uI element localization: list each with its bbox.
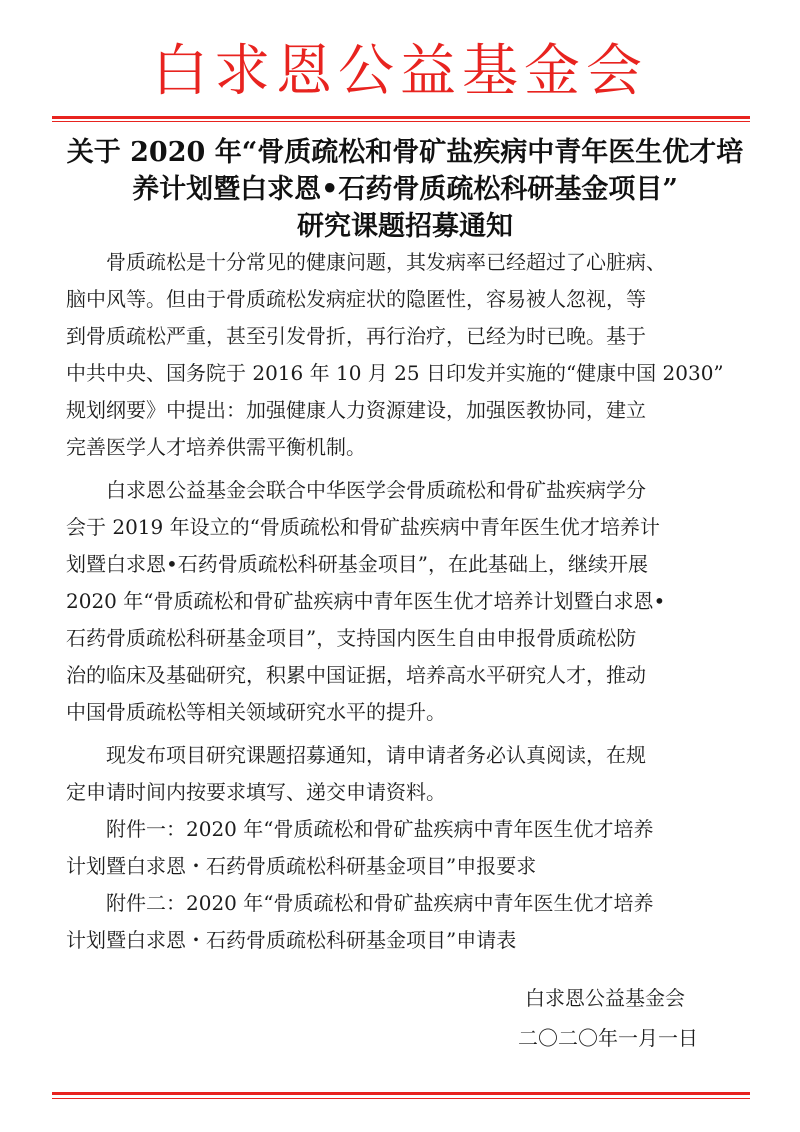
attachment-2 bbox=[66, 885, 756, 959]
letterhead-organization: 白求恩公益基金会 bbox=[152, 39, 648, 104]
attachment-line: 计划暨白求恩・石药骨质疏松科研基金项目”申报要求 bbox=[66, 854, 537, 878]
paragraph-2 bbox=[66, 472, 756, 731]
title-line: 研究课题招募通知 bbox=[297, 211, 513, 242]
footer-rule-thin bbox=[52, 1098, 750, 1099]
attachment-1 bbox=[66, 811, 756, 885]
header-rule-thick bbox=[52, 116, 750, 119]
paragraph-line: 石药骨质疏松科研基金项目”，支持国内医生自由申报骨质疏松防 bbox=[66, 626, 637, 650]
attachment-line: 计划暨白求恩・石药骨质疏松科研基金项目”申请表 bbox=[66, 928, 517, 952]
paragraph-line: 骨质疏松是十分常见的健康问题，其发病率已经超过了心脏病、 bbox=[106, 250, 666, 274]
paragraph-line: 规划纲要》中提出：加强健康人力资源建设，加强医教协同，建立 bbox=[66, 398, 646, 422]
paragraph-line: 到骨质疏松严重，甚至引发骨折，再行治疗，已经为时已晚。基于 bbox=[66, 324, 646, 348]
paragraph-3 bbox=[66, 737, 756, 811]
document-title bbox=[60, 134, 750, 245]
attachment-line: 附件二：2020 年“骨质疏松和骨矿盐疾病中青年医生优才培养 bbox=[106, 891, 654, 915]
signature-organization: 白求恩公益基金会 bbox=[525, 986, 685, 1010]
paragraph-line: 中共中央、国务院于 2016 年 10 月 25 日印发并实施的“健康中国 2030” bbox=[66, 361, 724, 385]
signature-date: 二〇二〇年一月一日 bbox=[518, 1026, 698, 1050]
paragraph-line: 白求恩公益基金会联合中华医学会骨质疏松和骨矿盐疾病学分 bbox=[106, 478, 646, 502]
paragraph-line: 现发布项目研究课题招募通知，请申请者务必认真阅读，在规 bbox=[106, 743, 646, 767]
paragraph-line: 2020 年“骨质疏松和骨矿盐疾病中青年医生优才培养计划暨白求恩• bbox=[66, 589, 666, 613]
paragraph-1 bbox=[66, 244, 756, 466]
paragraph-line: 脑中风等。但由于骨质疏松发病症状的隐匿性，容易被人忽视，等 bbox=[66, 287, 646, 311]
paragraph-line: 会于 2019 年设立的“骨质疏松和骨矿盐疾病中青年医生优才培养计 bbox=[66, 515, 660, 539]
paragraph-line: 完善医学人才培养供需平衡机制。 bbox=[66, 435, 366, 459]
footer-rule-thick bbox=[52, 1092, 750, 1095]
title-line: 养计划暨白求恩•石药骨质疏松科研基金项目” bbox=[132, 174, 678, 205]
paragraph-line: 划暨白求恩•石药骨质疏松科研基金项目”，在此基础上，继续开展 bbox=[66, 552, 649, 576]
paragraph-line: 定申请时间内按要求填写、递交申请资料。 bbox=[66, 780, 446, 804]
header-rule-thin bbox=[52, 121, 750, 122]
paragraph-line: 中国骨质疏松等相关领域研究水平的提升。 bbox=[66, 700, 446, 724]
paragraph-line: 治的临床及基础研究，积累中国证据，培养高水平研究人才，推动 bbox=[66, 663, 646, 687]
title-line: 关于 2020 年“骨质疏松和骨矿盐疾病中青年医生优才培 bbox=[66, 137, 744, 168]
attachment-line: 附件一：2020 年“骨质疏松和骨矿盐疾病中青年医生优才培养 bbox=[106, 817, 654, 841]
document-body bbox=[66, 244, 756, 959]
